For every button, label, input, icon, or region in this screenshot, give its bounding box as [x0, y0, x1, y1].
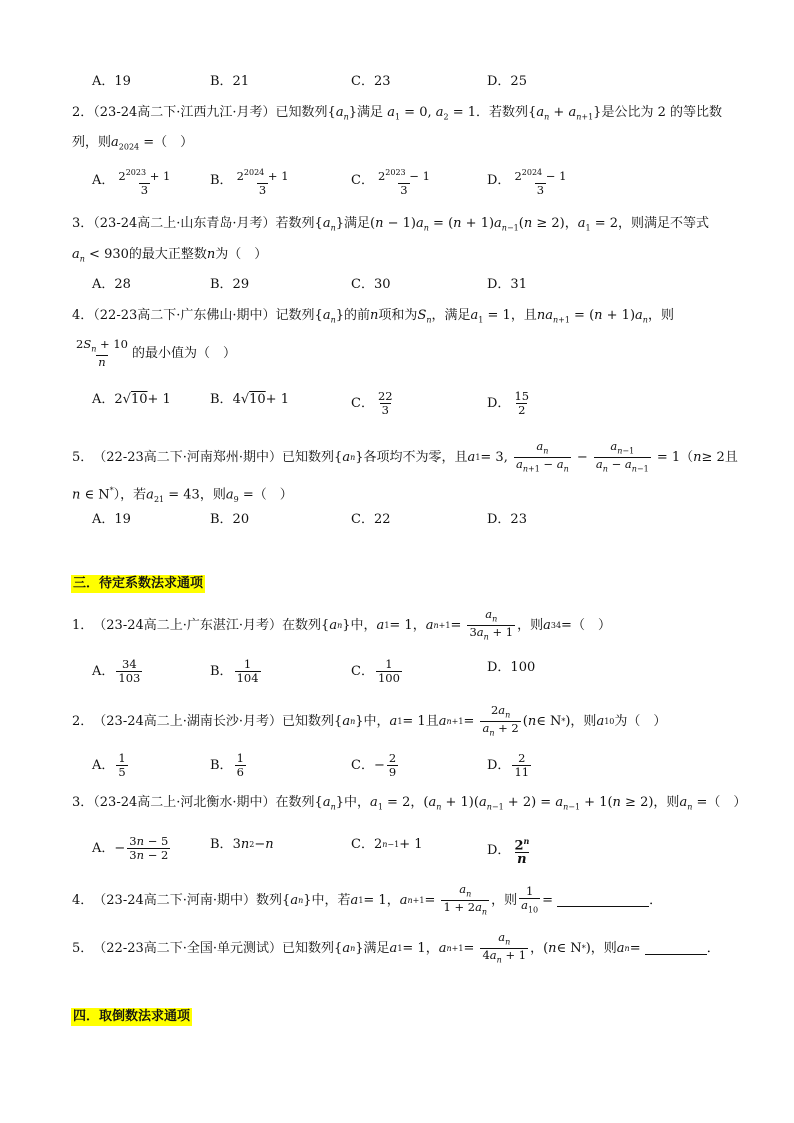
question-5-stem: 5． （22-23高二下·全国·单元测试） 已知数列 { a n } 满足 a 1 = 1 ， a n+1 = $\frac{a_n}{4a_n + 1}$ ， ( n ∈ N * ) ，则 a n = ．: [72, 930, 720, 965]
option-d[interactable]: D．25: [487, 74, 527, 89]
option-c[interactable]: C．30: [351, 277, 391, 292]
question-4-stem-line2: $\frac{2S_n + 10}{n}$ 的最小值为（ ）: [76, 337, 236, 370]
option-a[interactable]: A． $\frac{1}{5}$: [92, 751, 126, 779]
option-a[interactable]: A．19: [92, 512, 131, 527]
option-a[interactable]: A． $\frac{34}{103}$: [92, 657, 141, 685]
option-d[interactable]: D．23: [487, 512, 527, 527]
option-c[interactable]: C． $\frac{22}{3}$: [351, 389, 393, 417]
option-d[interactable]: D． $\frac{15}{2}$: [487, 389, 530, 417]
option-a[interactable]: A． 2√ 10 + 1: [92, 392, 171, 407]
option-d[interactable]: D． $\frac{2^n}{n}$: [487, 836, 530, 868]
question-2-stem: 2．（23-24高二下·江西九江·月考）已知数列$\{a_n\}$满足 $a_1 = 0$, $a_2 = 1$．若数列$\{a_n + a_{n+1}\}$是公比为 2 的等比数: [72, 105, 722, 122]
question-5-stem-line2: n ∈ N*），若$a_{21} = 43$，则$a_9$ =（ ）: [72, 486, 293, 504]
option-c[interactable]: C． $\frac{2^{2023} - 1}{3}$: [351, 168, 430, 197]
question-2-stem: 2． （23-24高二上·湖南长沙·月考） 已知数列 { a n } 中， a 1 = 1 且 a n+1 = $\frac{2a_n}{a_n + 2}$ ( n ∈ N * ) ，则 a 10 为（ ）: [72, 703, 667, 738]
answer-blank[interactable]: [645, 942, 707, 955]
option-b[interactable]: B． $\frac{1}{6}$: [210, 751, 244, 779]
option-b[interactable]: B． 3 n 2 − n: [210, 837, 274, 852]
question-4-stem: 4．（22-23高二下·广东佛山·期中）记数列$\{a_n\}$的前n项和为$S_n$，满足$a_1 = 1$，且$na_{n+1} = (n + 1)a_n$，则: [72, 308, 674, 325]
question-3-stem: 3．（23-24高二上·河北衡水·期中）在数列$\{a_n\}$中，$a_1 = 2$，$(a_n + 1)(a_{n-1} + 2) = a_{n-1} + 1(n \ge 2)$，则$a_n$ =（ ）: [72, 795, 747, 812]
option-d[interactable]: D． $\frac{2}{11}$: [487, 751, 530, 779]
option-c[interactable]: C． − $\frac{2}{9}$: [351, 751, 397, 779]
option-b[interactable]: B．29: [210, 277, 250, 292]
option-c[interactable]: C．22: [351, 512, 391, 527]
question-2-stem-line2: 列，则$a_{2024}$ =（ ）: [72, 135, 194, 152]
question-3-stem: 3．（23-24高二上·山东青岛·月考）若数列$\{a_n\}$满足$(n - 1)a_n = (n + 1)a_{n-1}(n \ge 2)$，$a_1 = 2$，则满足不等式: [72, 216, 710, 233]
option-a[interactable]: A．28: [92, 277, 131, 292]
option-b[interactable]: B． 4√ 10 + 1: [210, 392, 289, 407]
answer-blank[interactable]: [557, 894, 649, 907]
option-c[interactable]: C． 2 n−1 + 1: [351, 837, 423, 852]
option-c[interactable]: C．23: [351, 74, 391, 89]
question-4-stem: 4． （23-24高二下·河南·期中） 数列 { a n } 中，若 a 1 = 1 ， a n+1 = $\frac{a_n}{1 + 2a_n}$ ，则 $\frac{1}{a_{10}}$ = ．: [72, 882, 663, 917]
option-d[interactable]: D． $\frac{2^{2024} - 1}{3}$: [487, 168, 567, 197]
option-c[interactable]: C． $\frac{1}{100}$: [351, 657, 400, 685]
question-3-stem-line2: $a_n < 930$的最大正整数n为（ ）: [72, 247, 268, 264]
section-heading: 三．待定系数法求通项: [73, 576, 204, 591]
option-b[interactable]: B．20: [210, 512, 250, 527]
option-b[interactable]: B．21: [210, 74, 250, 89]
section-heading: 四．取倒数法求通项: [73, 1009, 191, 1024]
question-5-stem: 5． （22-23高二下·河南郑州·期中） 已知数列 { a n } 各项均不为零，且 a 1 = 3, $\frac{a_n}{a_{n+1} - a_n}$ − $\frac{a_{n-1}}{a_n - a_{n-1}}$ = 1 （ n ≥ 2 且: [72, 439, 738, 474]
option-d[interactable]: D．100: [487, 660, 536, 675]
question-1-stem: 1． （23-24高二上·广东湛江·月考） 在数列 { a n } 中， a 1 = 1 ， a n+1 = $\frac{a_n}{3a_n + 1}$ ，则 a 34 = （ ）: [72, 607, 611, 642]
option-d[interactable]: D．31: [487, 277, 527, 292]
option-a[interactable]: A．19: [92, 74, 131, 89]
option-a[interactable]: A． − $\frac{3n - 5}{3n - 2}$: [92, 834, 169, 862]
option-b[interactable]: B． $\frac{2^{2024} + 1}{3}$: [210, 168, 289, 197]
option-b[interactable]: B． $\frac{1}{104}$: [210, 657, 259, 685]
option-a[interactable]: A． $\frac{2^{2023} + 1}{3}$: [92, 168, 171, 197]
